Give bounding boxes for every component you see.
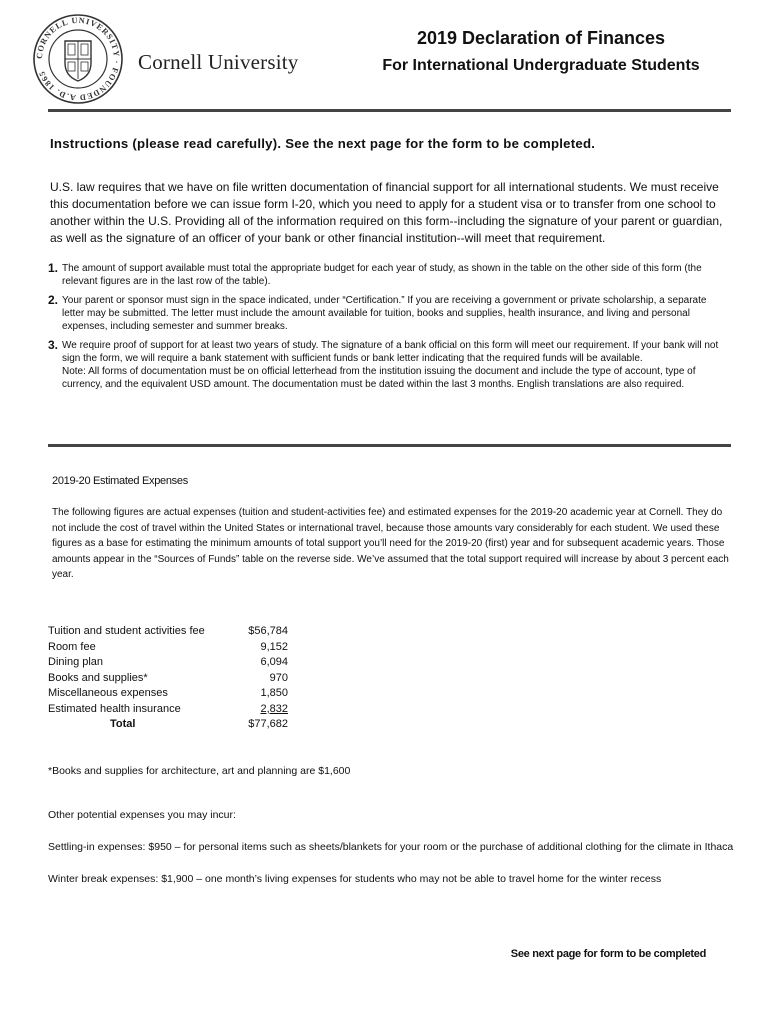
instruction-item [48, 339, 730, 391]
settling-in-expenses: Settling-in expenses: $950 – for personal items such as sheets/blankets for your room or the purchase of additional clothing for the climate in Ithaca [48, 841, 734, 853]
instruction-item [48, 262, 730, 288]
expense-value: 970 [269, 671, 288, 684]
expense-value: 9,152 [260, 640, 288, 653]
expense-label: Room fee [48, 640, 96, 653]
item-text: Your parent or sponsor must sign in the space indicated, under “Certification.” If you are receiving a government or private scholarship, a separate letter may be submitted. The letter must include the amount available for tuition, books and supplies, health insurance, and living and personal expenses, including semester and summer breaks. [62, 295, 707, 332]
books-footnote: *Books and supplies for architecture, art and planning are $1,600 [48, 765, 351, 777]
item-number: 3. [48, 338, 59, 352]
instructions-heading: Instructions (please read carefully). See the next page for the form to be completed. [50, 136, 596, 151]
expense-label: Miscellaneous expenses [48, 687, 168, 699]
table-row [48, 686, 288, 702]
total-value: $77,682 [248, 718, 288, 730]
expense-value: 2,832 [260, 702, 288, 715]
table-row [48, 624, 288, 640]
item-note: Note: All forms of documentation must be on official letterhead from the institution issuing the document and include the type of account, type of currency, and the equivalent USD amount. The documentation must be dated within the last 3 months. English translations are also required. [62, 366, 696, 390]
table-row [48, 640, 288, 656]
section-divider [48, 444, 731, 447]
instructions-list [48, 262, 730, 397]
item-text: The amount of support available must total the appropriate budget for each year of study, as shown in the table on the other side of this form (the relevant figures are in the last row of the table). [62, 263, 702, 287]
expense-label: Tuition and student activities fee [48, 625, 205, 637]
expense-label: Books and supplies* [48, 671, 148, 684]
document-subtitle: For International Undergraduate Students [382, 57, 700, 74]
expense-value: $56,784 [248, 625, 288, 637]
cornell-seal-logo [32, 13, 124, 105]
item-number: 1. [48, 261, 59, 275]
expenses-heading: 2019-20 Estimated Expenses [52, 475, 188, 487]
item-text: We require proof of support for at least two years of study. The signature of a bank official on this form will meet our requirement. If your bank will not sign the form, we will require a bank statement with sufficient funds or bank letter indicating that the required funds will be available. [62, 340, 719, 364]
university-name: Cornell University [138, 50, 299, 74]
seal-text: CORNELL UNIVERSITY · FOUNDED A.D. 1865 [34, 15, 122, 103]
expenses-paragraph: The following figures are actual expenses (tuition and student-activities fee) and estimated expenses for the 2019-20 academic year at Cornell. They do not include the cost of travel within the United States or international travel, because those amounts vary considerably for each student. We used these figures as a base for estimating the minimum amounts of total support you’ll need for the 2019-20 (first) year and for subsequent academic years. Those amounts appear in the “Sources of Funds” table on the reverse side. We’ve assumed that the total support required will increase by about 3 percent each year. [52, 507, 729, 580]
instructions-intro: U.S. law requires that we have on file written documentation of financial support for all international students. We must receive this documentation before we can issue form I-20, which you need to apply for a student visa or to transfer from one school to another within the U.S. Providing all of the information required on this form--including the signature of your parent or guardian, as well as the signature of an officer of your bank or other financial institution--will meet that requirement. [50, 180, 723, 245]
header-divider [48, 109, 731, 112]
expense-label: Estimated health insurance [48, 702, 181, 715]
expense-label: Dining plan [48, 656, 104, 668]
next-page-note: See next page for form to be completed [510, 948, 706, 960]
table-total-row [48, 717, 288, 733]
document-title: 2019 Declaration of Finances [416, 28, 666, 48]
expense-value: 6,094 [260, 656, 288, 668]
table-row [48, 655, 288, 671]
instruction-item [48, 294, 730, 333]
table-row [48, 702, 288, 718]
total-label: Total [110, 718, 136, 730]
other-expenses-heading: Other potential expenses you may incur: [48, 809, 236, 821]
item-number: 2. [48, 293, 59, 307]
table-row [48, 671, 288, 687]
expenses-table [48, 624, 288, 733]
winter-break-expenses: Winter break expenses: $1,900 – one month’s living expenses for students who may not be able to travel home for the winter recess [48, 873, 662, 885]
expense-value: 1,850 [260, 687, 288, 699]
